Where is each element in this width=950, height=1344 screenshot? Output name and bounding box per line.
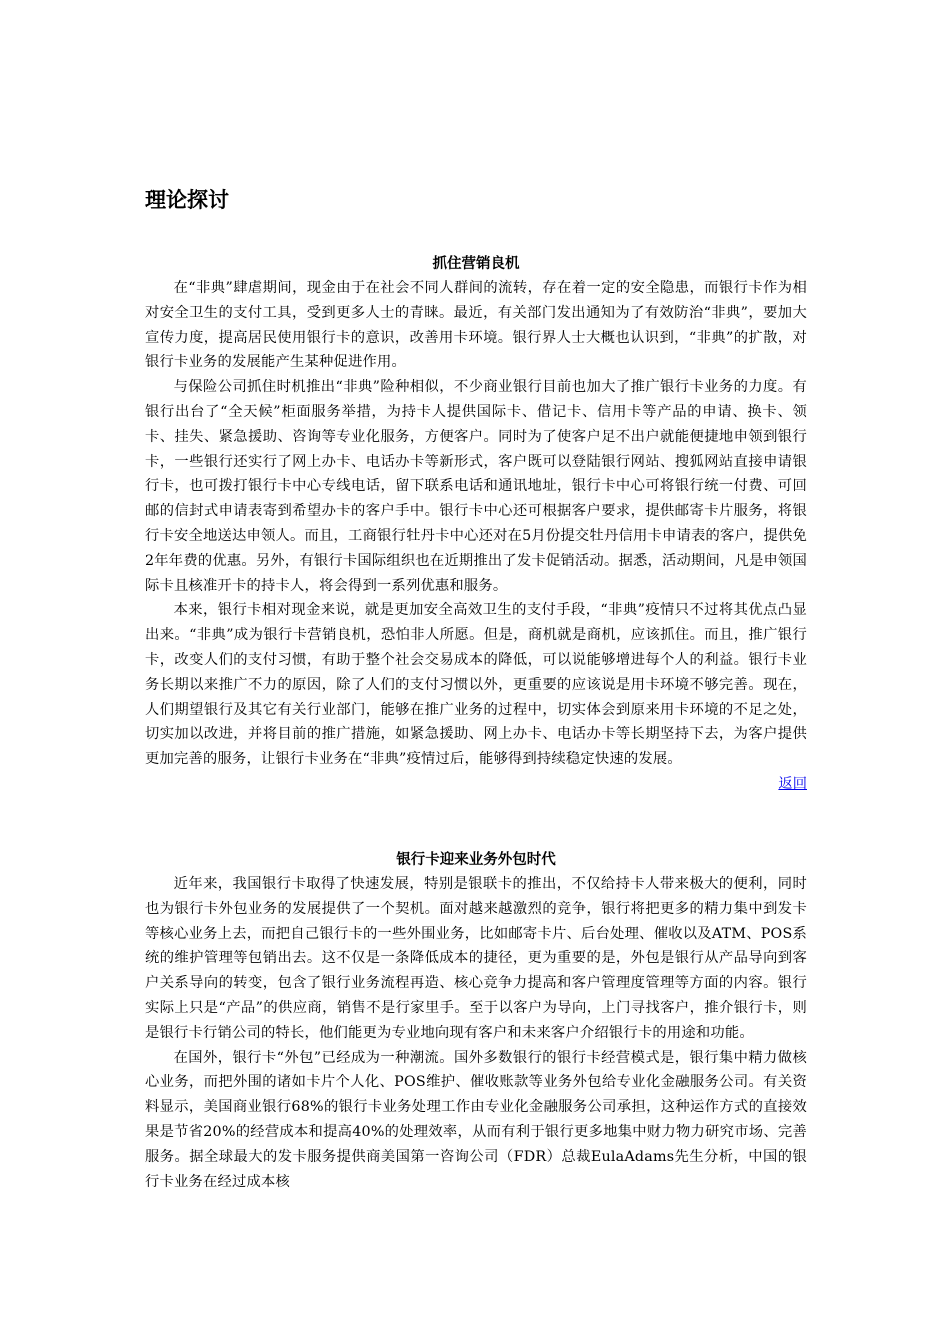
article-title: 抓住营销良机 xyxy=(432,256,520,272)
article-paragraph: 近年来，我国银行卡取得了快速发展，特别是银联卡的推出，不仅给持卡人带来极大的便利，同时也为银行卡外包业务的发展提供了一个契机。面对越来越激烈的竞争，银行将把更多的精力集中到发卡等核心业务上去，而把自己银行卡的一些外围业务，比如邮寄卡片、后台处理、催收以及ATM、POS系统的维护管理等包销出去。这不仅是一条降低成本的捷径，更为重要的是，外包是银行从产品导向到客户关系导向的转变，包含了银行业务流程再造、核心竞争力提高和客户管理度管理等方面的内容。银行实际上只是“产品”的供应商，销售不是行家里手。至于以客户为导向，上门寻找客户，推介银行卡，则是银行卡行销公司的特长，他们能更为专业地向现有客户和未来客户介绍银行卡的用途和功能。 xyxy=(145,876,807,1041)
back-link[interactable]: 返回 xyxy=(778,775,807,792)
article-seize-marketing-opportunity xyxy=(145,252,807,796)
section-title: 理论探讨 xyxy=(145,188,229,212)
article-card-outsourcing-era xyxy=(145,848,807,1194)
article-paragraph: 与保险公司抓住时机推出“非典”险种相似，不少商业银行目前也加大了推广银行卡业务的力度。有银行出台了“全天候”柜面服务举措，为持卡人提供国际卡、借记卡、信用卡等产品的申请、换卡、领卡、挂失、紧急援助、咨询等专业化服务，方便客户。同时为了使客户足不出户就能便捷地申领到银行卡，一些银行还实行了网上办卡、电话办卡等新形式，客户既可以登陆银行网站、搜狐网站直接申请银行卡，也可拨打银行卡中心专线电话，留下联系电话和通讯地址，银行卡中心可将银行统一付费、可回邮的信封式申请表寄到希望办卡的客户手中。银行卡中心还可根据客户要求，提供邮寄卡片服务，将银行卡安全地送达申领人。而且，工商银行牡丹卡中心还对在5月份提交牡丹信用卡申请表的客户，提供免2年年费的优惠。另外，有银行卡国际组织也在近期推出了发卡促销活动。据悉，活动期间，凡是申领国际卡且核准开卡的持卡人，将会得到一系列优惠和服务。 xyxy=(145,379,807,594)
article-paragraph: 在国外，银行卡“外包”已经成为一种潮流。国外多数银行的银行卡经营模式是，银行集中精力做核心业务，而把外围的诸如卡片个人化、POS维护、催收账款等业务外包给专业化金融服务公司。有关资料显示，美国商业银行68%的银行卡业务处理工作由专业化金融服务公司承担，这种运作方式的直接效果是节省20%的经营成本和提高40%的处理效率，从而有利于银行更多地集中财力物力研究市场、完善服务。据全球最大的发卡服务提供商美国第一咨询公司（FDR）总裁EulaAdams先生分析，中国的银行卡业务在经过成本核 xyxy=(145,1049,807,1190)
article-title: 银行卡迎来业务外包时代 xyxy=(396,852,556,868)
article-paragraph: 本来，银行卡相对现金来说，就是更加安全高效卫生的支付手段，“非典”疫情只不过将其优点凸显出来。“非典”成为银行卡营销良机，恐怕非人所愿。但是，商机就是商机，应该抓住。而且，推广银行卡，改变人们的支付习惯，有助于整个社会交易成本的降低，可以说能够增进每个人的利益。银行卡业务长期以来推广不力的原因，除了人们的支付习惯以外，更重要的应该说是用卡环境不够完善。现在，人们期望银行及其它有关行业部门，能够在推广业务的过程中，切实体会到原来用卡环境的不足之处，切实加以改进，并将目前的推广措施，如紧急援助、网上办卡、电话办卡等长期坚持下去，为客户提供更加完善的服务，让银行卡业务在“非典”疫情过后，能够得到持续稳定快速的发展。 xyxy=(145,602,807,768)
article-paragraph: 在“非典”肆虐期间，现金由于在社会不同人群间的流转，存在着一定的安全隐患，而银行卡作为相对安全卫生的支付工具，受到更多人士的青睐。最近，有关部门发出通知为了有效防治“非典”，要加大宣传力度，提高居民使用银行卡的意识，改善用卡环境。银行界人士大概也认识到，“非典”的扩散，对银行卡业务的发展能产生某种促进作用。 xyxy=(145,280,807,371)
